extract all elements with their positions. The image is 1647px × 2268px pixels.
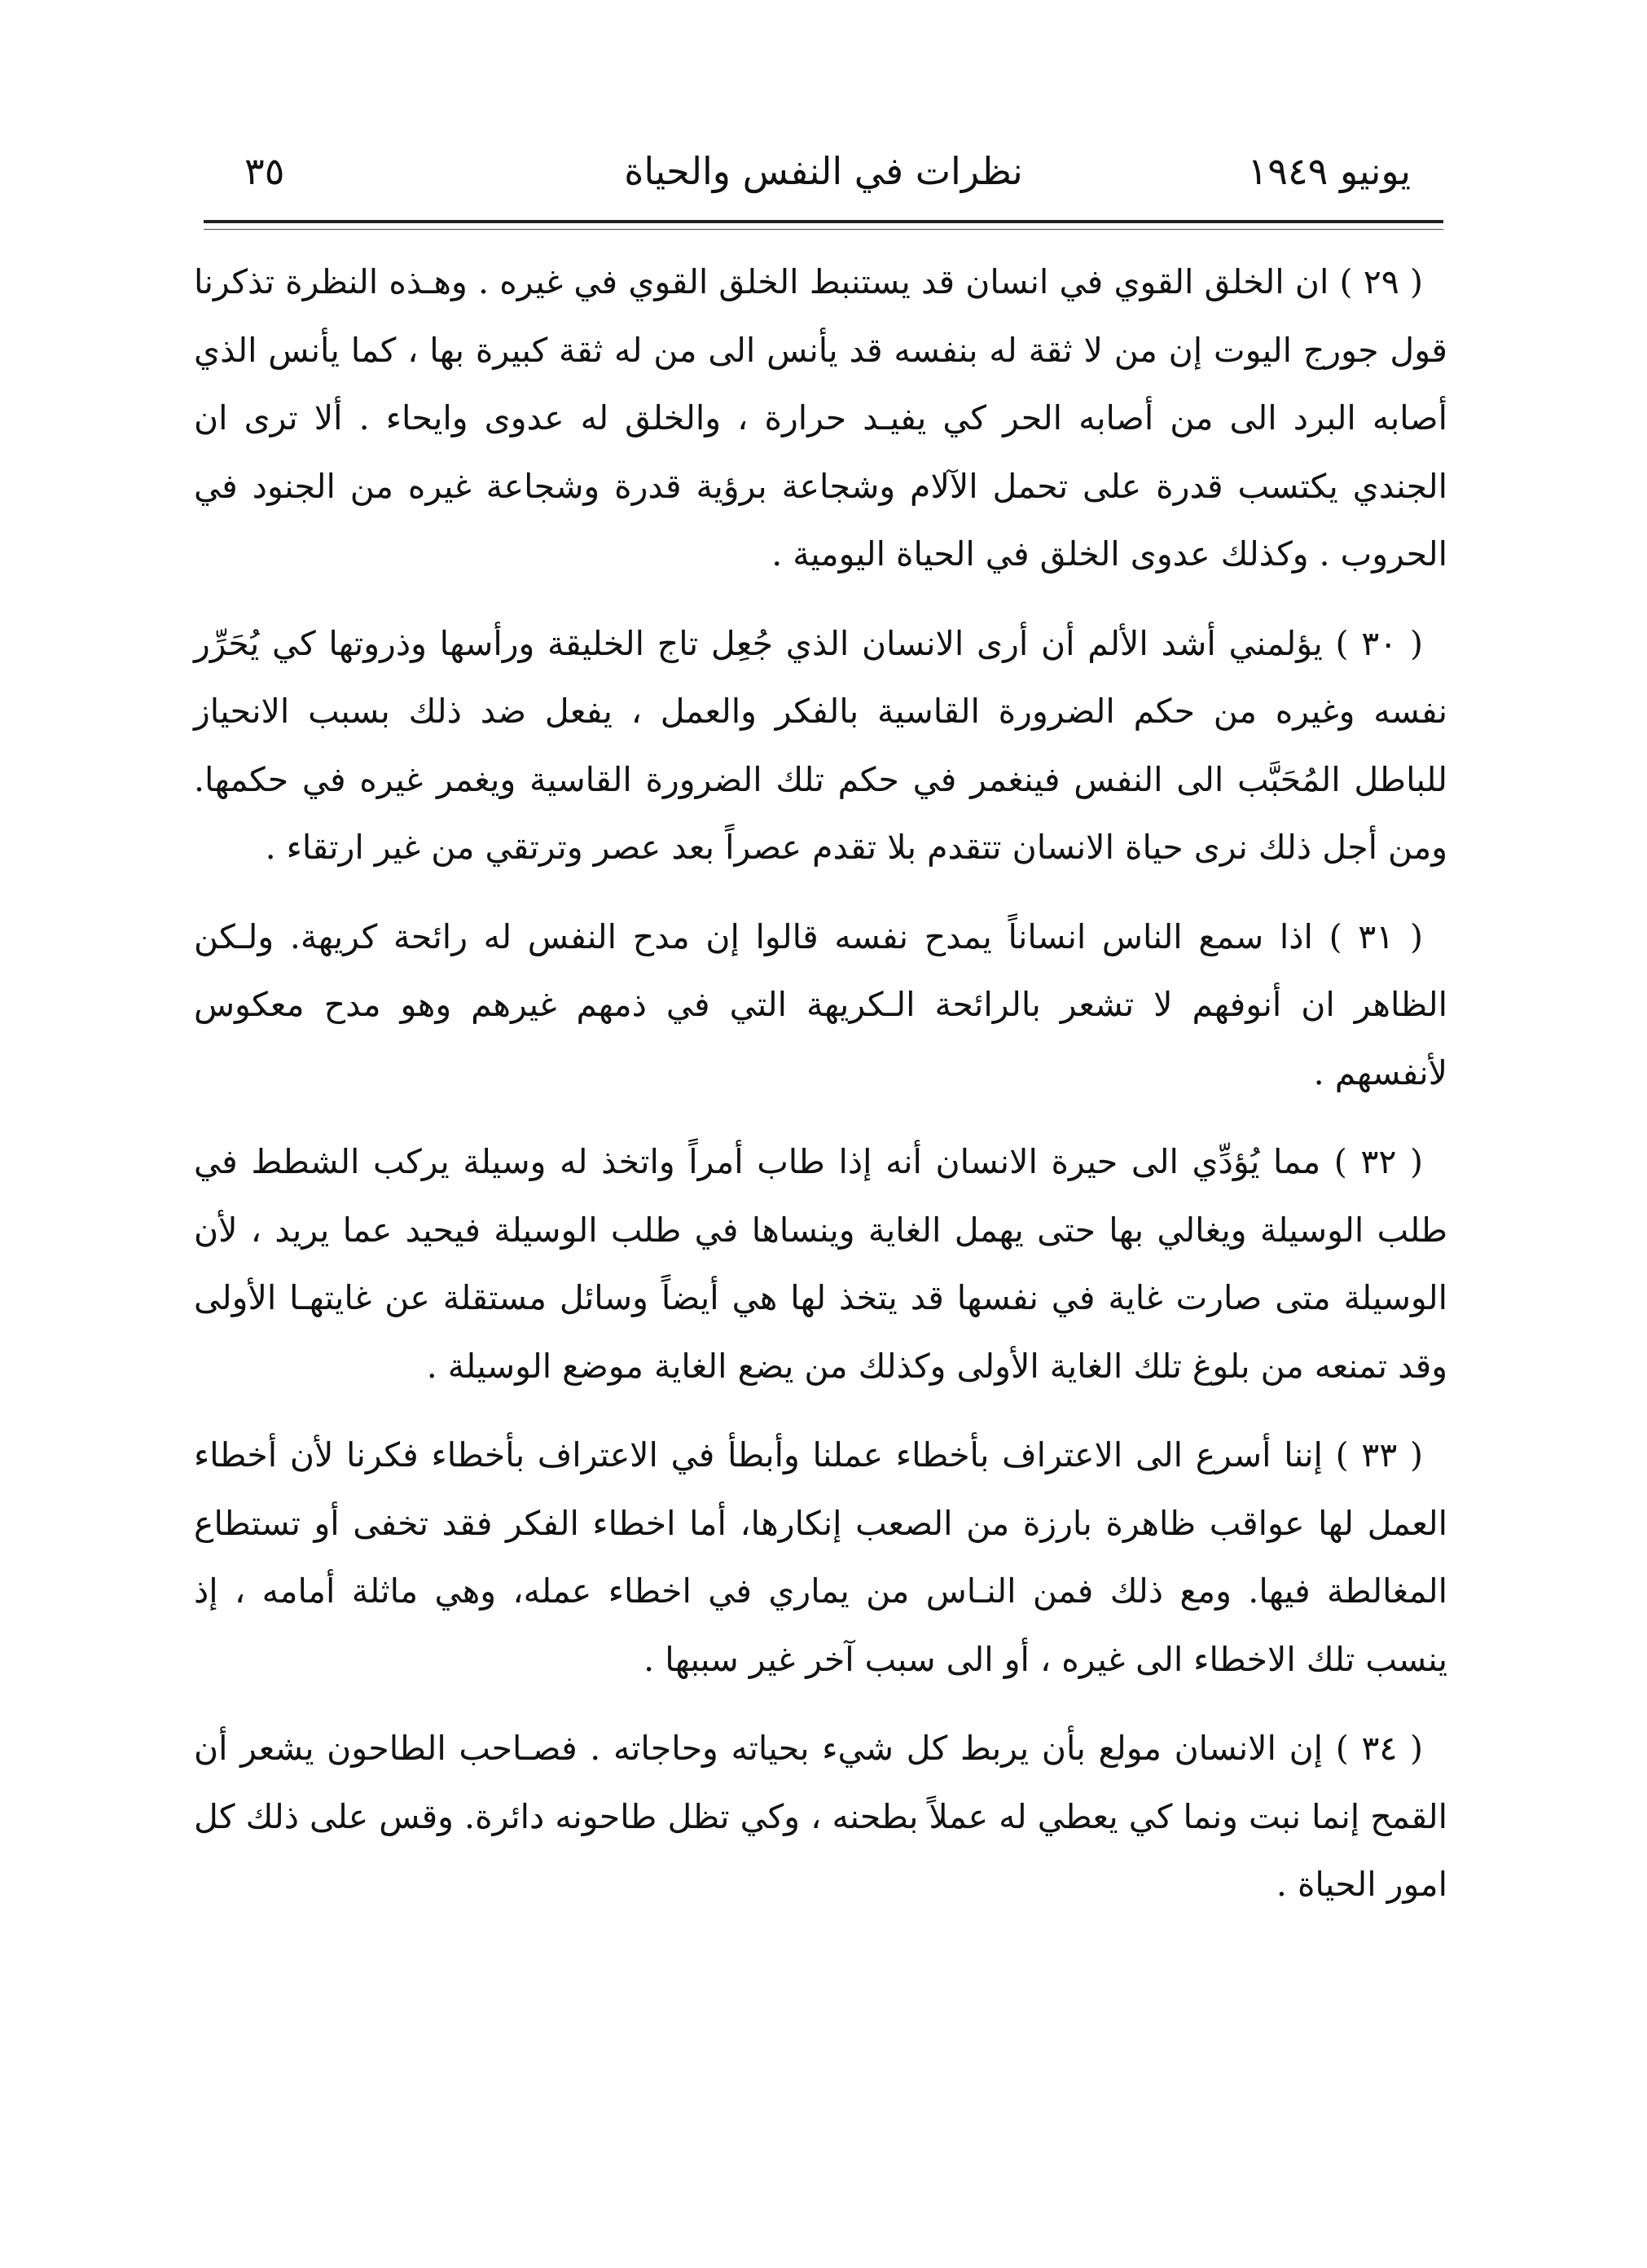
header-rule [204, 220, 1443, 223]
header-rule-thin [204, 229, 1443, 230]
header-date: يونيو ١٩٤٩ [1247, 149, 1411, 193]
paragraph-30: ( ٣٠ ) يؤلمني أشد الألم أن أرى الانسان الذي جُعِل تاج الخليقة ورأسها وذروتها كي يُحَرِّر نفسه وغيره من حكم الضرورة القاسية بالفكر والعمل ، يفعل ضد ذلك بسبب الانحياز للباطل المُحَبَّب الى النفس فينغمر في حكم تلك الضرورة القاسية ويغمر غيره في حكمها. ومن أجل ذلك نرى حياة الانسان تتقدم بلا تقدم عصراً بعد عصر وترتقي من غير ارتقاء . [194, 623, 1447, 867]
paragraph-33: ( ٣٣ ) إننا أسرع الى الاعتراف بأخطاء عملنا وأبطأ في الاعتراف بأخطاء فكرنا لأن أخطاء العمل لها عواقب ظاهرة بارزة من الصعب إنكارها، أما اخطاء الفكر فقد تخفى أو تستطاع المغالطة فيها. ومع ذلك فمن النـاس من يماري في اخطاء عمله، وهي ماثلة أمامه ، إذ ينسب تلك الاخطاء الى غيره ، أو الى سبب آخر غير سببها . [194, 1435, 1447, 1679]
paragraph-31: ( ٣١ ) اذا سمع الناس انساناً يمدح نفسه قالوا إن مدح النفس له رائحة كريهة. ولـكن الظاهر ان أنوفهم لا تشعر بالرائحة الـكريهة التي في ذمهم غيرهم وهو مدح معكوس لأنفسهم . [194, 916, 1447, 1092]
running-title: نظرات في النفس والحياة [624, 149, 1023, 193]
page-body [194, 248, 1447, 1919]
paragraph-34: ( ٣٤ ) إن الانسان مولع بأن يربط كل شيء بحياته وحاجاته . فصـاحب الطاحون يشعر أن القمح إنما نبت ونما كي يعطي له عملاً بطحنه ، وكي تظل طاحونه دائرة. وقس على ذلك كل امور الحياة . [194, 1729, 1447, 1904]
paragraph-32: ( ٣٢ ) مما يُؤدِّي الى حيرة الانسان أنه إذا طاب أمراً واتخذ له وسيلة يركب الشطط في طلب الوسيلة ويغالي بها حتى يهمل الغاية وينساها في طلب الوسيلة فيحيد عما يريد ، لأن الوسيلة متى صارت غاية في نفسها قد يتخذ لها هي أيضاً وسائل مستقلة عن غايتهـا الأولى وقد تمنعه من بلوغ تلك الغاية الأولى وكذلك من يضع الغاية موضع الوسيلة . [194, 1142, 1447, 1386]
page-number: ٣٥ [244, 149, 285, 193]
paragraph-29: ( ٢٩ ) ان الخلق القوي في انسان قد يستنبط الخلق القوي في غيره . وهـذه النظرة تذكرنا قول جورج اليوت إن من لا ثقة له بنفسه قد يأنس الى من له ثقة كبيرة بها ، كما يأنس الذي أصابه البرد الى من أصابه الحر كي يفيـد حرارة ، والخلق له عدوى وايحاء . ألا ترى ان الجندي يكتسب قدرة على تحمل الآلام وشجاعة برؤية قدرة وشجاعة غيره من الجنود في الحروب . وكذلك عدوى الخلق في الحياة اليومية . [194, 262, 1447, 574]
page-header [195, 134, 1452, 208]
